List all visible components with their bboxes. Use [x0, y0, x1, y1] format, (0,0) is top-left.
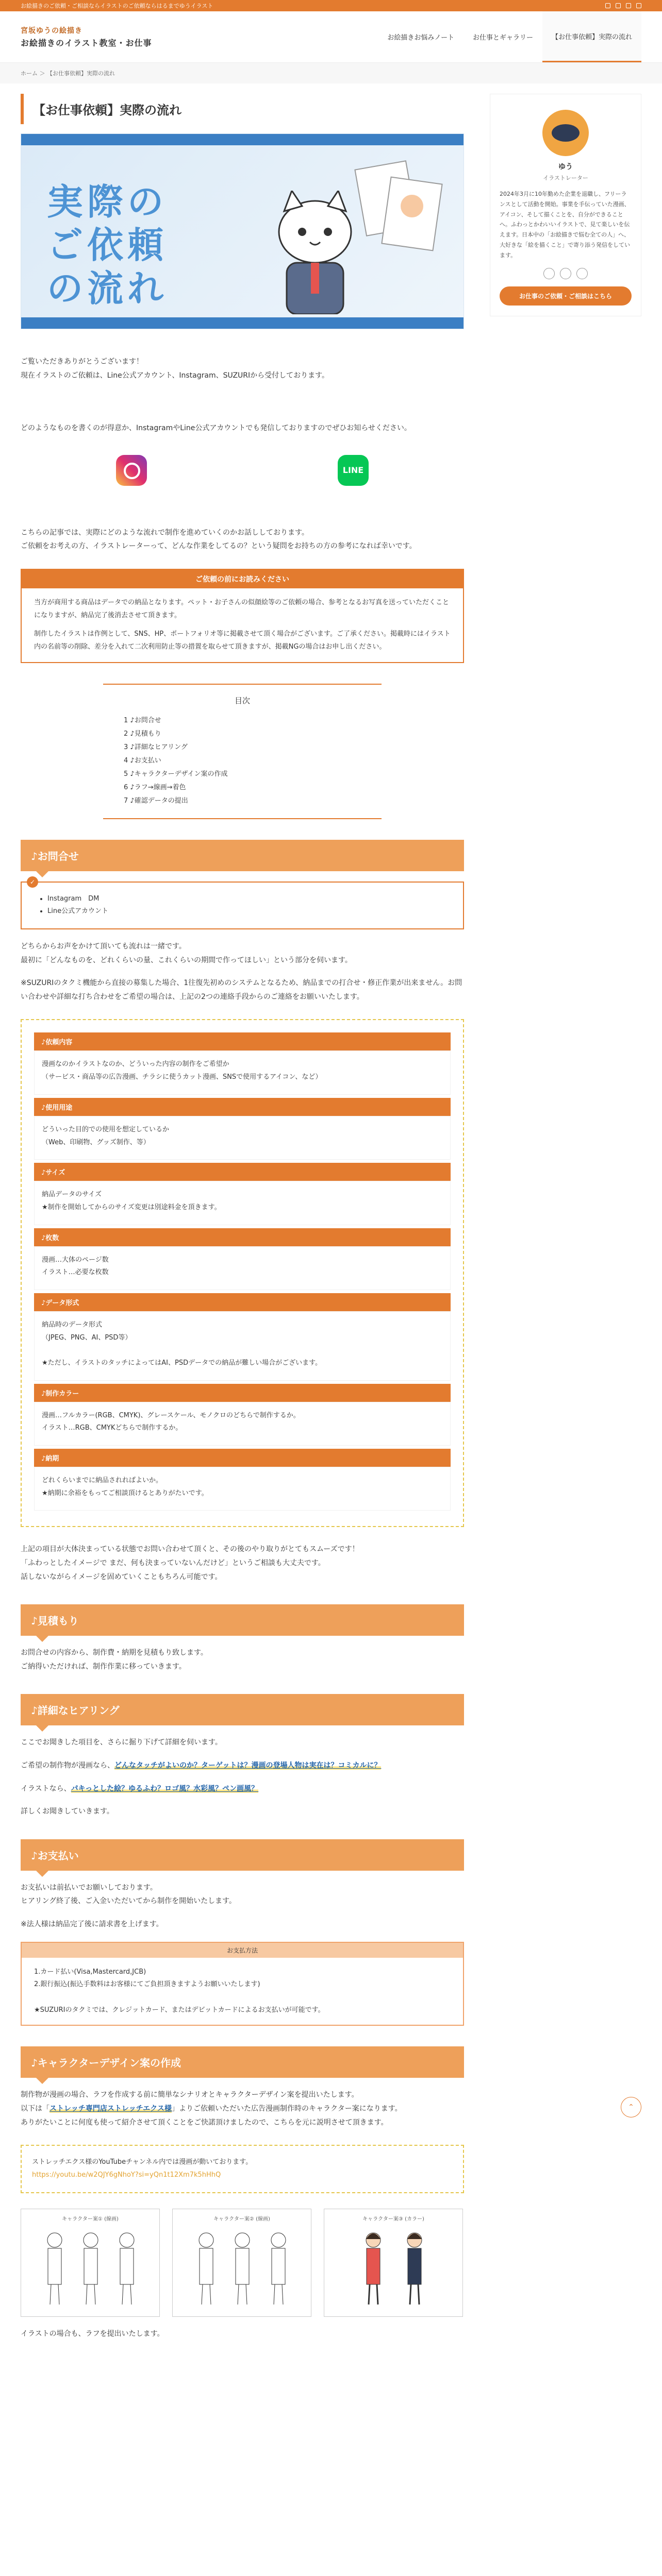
notice-paragraph-1: 当方が商用する商品はデータでの納品となります。ペット・お子さんの似顔絵等のご依頼の場合、参考となるお写真を送っていただくことになりますが、納品完了後消去させて頂きます。 — [34, 598, 449, 619]
youtube-text: ストレッチエクス様のYouTubeチャンネル内では漫画が動いております。 — [32, 2158, 253, 2166]
search-icon[interactable] — [636, 3, 641, 8]
social-links — [21, 445, 464, 496]
payment-paragraph-2: ※法人様は納品完了後に請求書を上げます。 — [21, 1920, 163, 1928]
notice-box — [21, 569, 464, 663]
hero-stripe-top — [21, 134, 464, 145]
hearing-highlight: どんなタッチがよいのか？ターゲットは？漫画の登場人物は実在は？コミカルに？ — [114, 1761, 382, 1770]
character-sketch-2 — [172, 2209, 311, 2317]
logo-line2: お絵描きのイラスト教室・お仕事 — [21, 38, 152, 48]
profile-role: イラストレーター — [543, 175, 588, 181]
character-paragraph-1 — [21, 2088, 464, 2129]
list-item: • Instagram DM — [47, 893, 448, 906]
notice-title: ご依頼の前にお読みください — [22, 570, 463, 588]
hearing-highlight: パキっとした絵？ゆるふわ？ロゴ風？水彩風？ペン画風？ — [71, 1784, 259, 1793]
payment-methods-box — [21, 1942, 464, 2026]
item-head: ♪納期 — [34, 1449, 451, 1467]
client-link[interactable]: ストレッチ専門店ストレッチエクス様 — [49, 2104, 172, 2113]
papers-illustration — [350, 155, 448, 258]
toc-item[interactable]: 4 ♪お支払い — [124, 756, 161, 765]
mail-icon[interactable] — [626, 3, 631, 8]
toc-item[interactable]: 5 ♪キャラクターデザイン案の作成 — [124, 770, 228, 778]
sketch-title: キャラクター案① (線画) — [62, 2216, 119, 2222]
instagram-icon[interactable] — [543, 268, 555, 279]
intro-paragraph-2: どのようなものを書くのが得意か、InstagramやLine公式アカウントでも発信しておりますのでぜひお知らせください。 — [21, 424, 411, 433]
line-icon[interactable] — [616, 3, 621, 8]
toc-item[interactable]: 6 ♪ラフ→線画→着色 — [124, 783, 186, 791]
hearing-text: イラストなら、 — [21, 1784, 71, 1793]
site-header — [0, 11, 662, 63]
nav-item-notes[interactable]: お絵描きお悩みノート — [387, 34, 454, 42]
item-head: ♪依頼内容 — [34, 1032, 451, 1050]
profile-name: ゆう — [558, 163, 573, 171]
inquiry-paragraph-3: 上記の項目が大体決まっている状態でお問い合わせて頂くと、その後のやり取りがとてもスムーズです！ 「ふわっとしたイメージで まだ、何も決まっていないんだけど」というご相談も大丈夫です。 話しないながらイメージを固めていくこともちろん可能です。 — [21, 1545, 359, 1581]
item-body: 漫画なのかイラストなのか、どういった内容の制作をご希望か （サービス・商品等の広告漫画、チラシに使うカット漫画、SNSで使用するアイコン、など） — [34, 1050, 451, 1094]
item-body: 漫画…大体のページ数 イラスト…必要な枚数 — [34, 1246, 451, 1290]
toc-item[interactable]: 1 ♪お問合せ — [124, 716, 161, 724]
toc-item[interactable]: 3 ♪詳細なヒアリング — [124, 743, 188, 751]
figure-illustration — [266, 2230, 291, 2307]
intro-paragraph-1: ご覧いただきありがとうございます！ 現在イラストのご依頼は、Line公式アカウント、Instagram、SUZURIから受付しております。 — [21, 358, 329, 380]
hearing-paragraph-2 — [21, 1759, 464, 1773]
hero-text: 実際の ご依頼 の流れ — [47, 180, 168, 310]
profile-social-icons — [500, 268, 632, 279]
hearing-paragraph-1: ここでお聞きした項目を、さらに掘り下げて詳細を伺います。 — [21, 1738, 222, 1747]
site-logo[interactable] — [21, 25, 152, 48]
top-social-icons — [605, 3, 641, 8]
figure-illustration — [402, 2230, 427, 2307]
notice-content — [22, 588, 463, 662]
figure-illustration — [114, 2230, 140, 2307]
inquiry-paragraph-1: どちらからお声をかけて頂いても流れは一緒です。 最初に「どんなものを、どれくらいの量、これくらいの期間で作ってほしい」という部分を伺います。 — [21, 942, 352, 964]
nav-item-order-flow[interactable]: 【お仕事依頼】実際の流れ — [542, 11, 641, 62]
section-title-payment: ♪お支払い — [21, 1839, 464, 1871]
contact-methods-box — [21, 878, 464, 929]
section-title-hearing: ♪詳細なヒアリング — [21, 1694, 464, 1725]
figure-illustration — [78, 2230, 104, 2307]
item-body: どういった目的での使用を想定しているか （Web、印刷物、グッズ制作、等） — [34, 1116, 451, 1160]
character-sketches — [21, 2209, 464, 2317]
instagram-icon[interactable] — [116, 455, 147, 486]
item-head: ♪制作カラー — [34, 1384, 451, 1402]
figure-illustration — [42, 2230, 68, 2307]
list-item: • Line公式アカウント — [47, 905, 448, 918]
table-of-contents — [103, 684, 382, 819]
hearing-paragraph-3 — [21, 1782, 464, 1796]
instagram-icon[interactable] — [605, 3, 610, 8]
content-layout — [0, 83, 662, 2350]
sidebar — [490, 94, 641, 2350]
item-body: 納品データのサイズ ★制作を開始してからのサイズ変更は別途料金を頂きます。 — [34, 1181, 451, 1225]
estimate-paragraph: お問合せの内容から、制作費・納期を見積もり致します。 ご納得いただければ、制作作業に移っていきます。 — [21, 1649, 208, 1671]
hearing-text: ご希望の制作物が漫画なら、 — [21, 1761, 114, 1770]
line-icon[interactable] — [560, 268, 571, 279]
hearing-paragraph-4: 詳しくお聞きしていきます。 — [21, 1807, 114, 1816]
intro-paragraph-3: こちらの記事では、実際にどのような流れで制作を進めていくのかお話ししております。 ご依頼をお考えの方、イラストレーターって、どんな作業をしてるの？という疑問をお持ちの方の参考になれば幸いです。 — [21, 528, 417, 551]
hero-stripe-bottom — [21, 317, 464, 329]
sketch-title: キャラクター案③ (カラー) — [362, 2216, 424, 2222]
contact-button[interactable]: お仕事のご依頼・ご相談はこちら — [500, 286, 632, 306]
logo-line1: 宮坂ゆうの絵描き — [21, 27, 82, 35]
figure-illustration — [360, 2230, 386, 2307]
character-text: 」よりご依頼いただいた広告漫画制作時のキャラクター案になります。 ありがたいことに何度も使って紹介させて頂くことをご快諾頂けましたので、こちらを元に説明させて頂きます。 — [21, 2104, 402, 2127]
toc-item[interactable]: 2 ♪見積もり — [124, 730, 161, 738]
toc-item[interactable]: 7 ♪確認データの提出 — [124, 796, 188, 805]
figure-illustration — [229, 2230, 255, 2307]
youtube-box — [21, 2145, 464, 2193]
item-head: ♪データ形式 — [34, 1293, 451, 1311]
avatar — [542, 110, 589, 156]
main-content — [21, 94, 464, 2350]
hero-image — [21, 133, 464, 329]
item-head: ♪枚数 — [34, 1228, 451, 1246]
inquiry-paragraph-2: ※SUZURIのタクミ機能から直接の募集した場合、1往復先初めのシステムとなるため、納品までの打合せ・修正作業が出来ません。お問い合わせや詳細な打ち合わせをご希望の場合は、上記の2つの連絡手段からのご連絡をお願いいたします。 — [21, 979, 462, 1001]
figure-illustration — [193, 2230, 219, 2307]
item-head: ♪使用用途 — [34, 1098, 451, 1116]
main-nav — [378, 11, 641, 62]
item-head: ♪サイズ — [34, 1163, 451, 1181]
youtube-link[interactable]: https://youtu.be/w2QJY6gNhoY?si=yQn1t12Xm7k5hHhQ — [32, 2171, 221, 2179]
top-bar-text: お絵描きのご依頼・ご相談ならイラストのご依頼ならはるまでゆうイラスト — [21, 3, 213, 9]
item-body: どれくらいまでに納品されればよいか。 ★納期に余裕をもってご相談頂けるとありがたいです。 — [34, 1467, 451, 1511]
check-icon: ✓ — [27, 876, 38, 888]
character-text: 制作物が漫画の場合、ラフを作成する前に簡単なシナリオとキャラクターデザイン案を提出いたします。 以下は「 — [21, 2091, 359, 2113]
scroll-top-button[interactable] — [621, 2097, 641, 2117]
section-title-estimate: ♪見積もり — [21, 1604, 464, 1636]
chevron-up-icon: ⌃ — [628, 2103, 634, 2111]
profile-card — [490, 94, 641, 316]
profile-description: 2024年3月に10年勤めた企業を退職し、フリーランスとして活動を開始。事業を手伝っていた漫画、アイコン、そして描くことを、自分ができることへ。ふわっとかわいいイラストで、見て楽しいを伝えます。日本中の「お絵描きで悩む全ての人」へ、大好きな「絵を描くこと」で寄り添う発信をしています。 — [500, 191, 630, 259]
item-body: 納品時のデータ形式 （JPEG、PNG、AI、PSD等） ★ただし、イラストのタッチによってはAI、PSDデータでの納品が難しい場合がございます。 — [34, 1311, 451, 1381]
line-icon[interactable]: LINE — [338, 455, 369, 486]
character-sketch-3 — [324, 2209, 463, 2317]
page-title: 【お仕事依頼】実際の流れ — [21, 94, 464, 124]
payment-paragraph-1: お支払いは前払いでお願いしております。 ヒアリング終了後、ご入金いただいてから制作を開始いたします。 — [21, 1883, 237, 1906]
section-title-character-design: ♪キャラクターデザイン案の作成 — [21, 2046, 464, 2078]
youtube-icon[interactable] — [576, 268, 588, 279]
top-bar — [0, 0, 662, 11]
toc-list — [124, 714, 361, 808]
character-paragraph-2: イラストの場合も、ラフを提出いたします。 — [21, 2329, 164, 2338]
section-title-inquiry: ♪お問合せ — [21, 840, 464, 871]
toc-title: 目次 — [234, 696, 250, 705]
character-sketch-1 — [21, 2209, 160, 2317]
inquiry-items-box — [21, 1019, 464, 1527]
item-body: 漫画…フルカラー(RGB、CMYK)、グレースケール、モノクロのどちらで制作するか。 イラスト…RGB、CMYKどちらで制作するか。 — [34, 1402, 451, 1446]
nav-item-gallery[interactable]: お仕事とギャラリー — [472, 34, 533, 42]
sketch-title: キャラクター案② (線画) — [213, 2216, 270, 2222]
breadcrumb: ホーム ＞ 【お仕事依頼】実際の流れ — [0, 63, 662, 83]
payment-box-title: お支払方法 — [22, 1943, 463, 1958]
payment-box-content: 1.カード払い(Visa,Mastercard,JCB) 2.銀行振込(振込手数料はお客様にてご負担頂きますようお願いいたします) ★SUZURIのタクミでは、クレジットカード、またはデビットカードによるお支払いが可能です。 — [34, 1968, 325, 2014]
notice-paragraph-2: 制作したイラストは作例として、SNS、HP、ポートフォリオ等に掲載させて頂く場合がございます。ご了承ください。掲載時にはイラスト内の名前等の削除、差分を入れて二次利用防止等の措置を取らせて頂きますが、掲載NGの場合はお申し出ください。 — [34, 630, 451, 651]
